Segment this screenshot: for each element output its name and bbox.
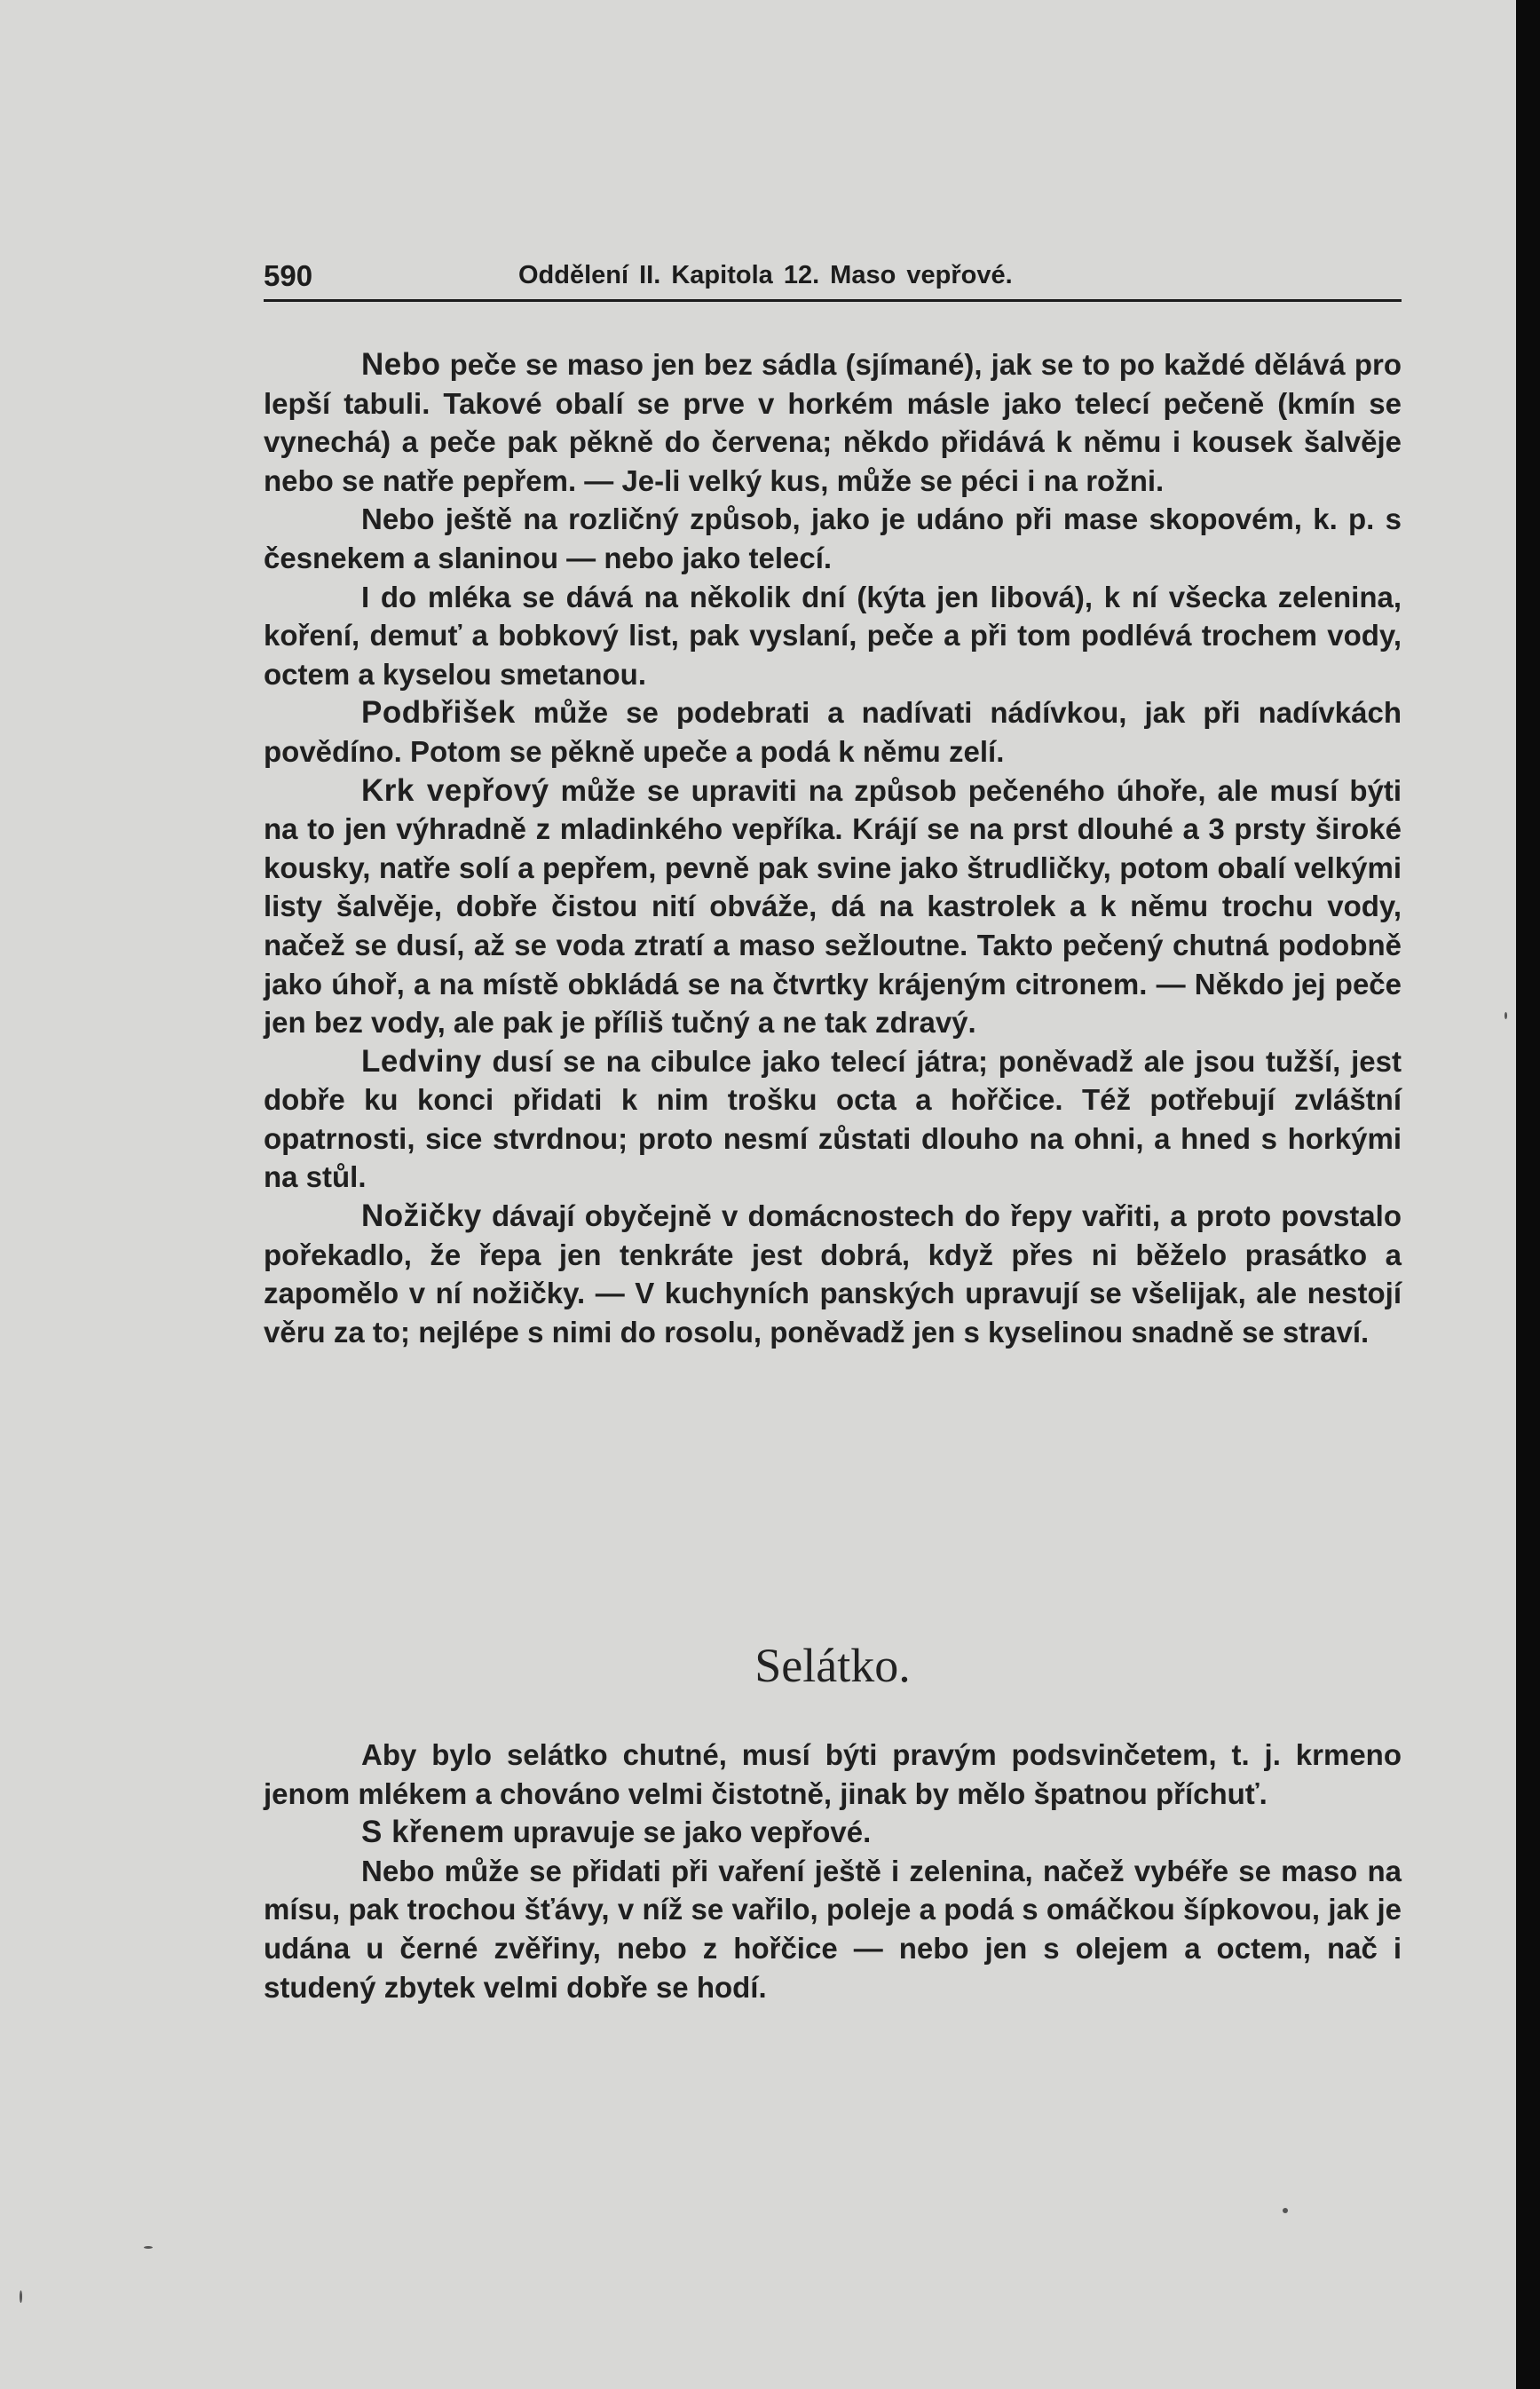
paragraph-text: Nebo ještě na rozličný způsob, jako je udáno při mase skopovém, k. p. s česnekem a slaninou — nebo jako telecí. xyxy=(264,502,1402,574)
paragraph xyxy=(264,693,1402,771)
paragraph-text: může se upraviti na způsob pečeného úhoře, ale musí býti na to jen výhradně z mladinkého vepříka. Krájí se na prst dlouhé a 3 prsty široké kousky, natře solí a pepřem, pevně pak svine jako štrudličky, potom obalí velkými listy šalvěje, dobře čistou nití obváže, dá na kastrolek a k němu trochu vody, načež se dusí, až se voda ztratí a maso sežloutne. Takto pečený chutná podobně jako úhoř, a na místě obkládá se na čtvrtky krájeným citronem. — Někdo jej peče jen bez vody, ale pak je příliš tučný a ne tak zdravý. xyxy=(264,773,1402,1040)
paragraph-text: I do mléka se dává na několik dní (kýta jen libová), k ní všecka zelenina, koření, demuť a bobkový list, pak vyslaní, peče a při tom podlévá trochem vody, octem a kyselou smetanou. xyxy=(264,580,1402,691)
paper-speck xyxy=(1504,1012,1507,1019)
paragraph-text: může se podebrati a nadívati nádívkou, jak při nadívkách povědíno. Potom se pěkně upeče a podá k němu zelí. xyxy=(264,696,1402,768)
header-rule xyxy=(264,299,1402,302)
paper-speck xyxy=(1283,2208,1288,2213)
paragraph xyxy=(264,578,1402,694)
paragraph xyxy=(264,500,1402,577)
paragraph xyxy=(264,771,1402,1042)
paragraph-text: dávají obyčejně v domácnostech do řepy vařiti, a proto povstalo pořekadlo, že řepa jen tenkráte jest dobrá, když přes ni běželo prasátko a zapomělo v ní nožičky. — V kuchyních panských upravují se všelijak, ale nestojí věru za to; nejlépe s nimi do rosolu, poněvadž jen s kyselinou snadně se straví. xyxy=(264,1199,1402,1349)
paragraph-text: peče se maso jen bez sádla (sjímané), jak se to po každé dělává pro lepší tabuli. Takové obalí se prve v horkém másle jako telecí pečeně (kmín se vynechá) a peče pak pěkně do červena; někdo přidává k němu i kousek šalvěje nebo se natře pepřem. — Je-li velký kus, může se péci i na rožni. xyxy=(264,348,1402,497)
paragraph-keyword: Nožičky xyxy=(361,1198,482,1234)
paragraph-text: upravuje se jako vepřové. xyxy=(504,1815,872,1849)
paper-speck xyxy=(144,2246,153,2249)
paragraph-text: dusí se na cibulce jako telecí játra; poněvadž ale jsou tužší, jest dobře ku konci přidati k nim trošku octa a hořčice. Též potřebují zvláštní opatrnosti, sice stvrdnou; proto nesmí zůstati dlouho na ohni, a hned s horkými na stůl. xyxy=(264,1044,1402,1194)
piglet-text-section xyxy=(264,1736,1402,2006)
paper-speck xyxy=(20,2290,22,2303)
paragraph-keyword: S křenem xyxy=(361,1815,505,1850)
pork-text-section xyxy=(264,345,1402,1351)
paragraph xyxy=(264,1197,1402,1351)
paragraph xyxy=(264,1042,1402,1197)
page-number: 590 xyxy=(264,259,313,292)
paragraph xyxy=(264,345,1402,500)
paragraph-keyword: Ledviny xyxy=(361,1043,482,1079)
paragraph-text: Aby bylo selátko chutné, musí býti pravým podsvinčetem, t. j. krmeno jenom mlékem a chováno velmi čistotně, jinak by mělo špatnou příchuť. xyxy=(264,1738,1402,1810)
paragraph-keyword: Nebo xyxy=(361,347,441,382)
paragraph xyxy=(264,1852,1402,2006)
paragraph-keyword: Krk vepřový xyxy=(361,772,549,808)
running-title: Oddělení II. Kapitola 12. Maso vepřové. xyxy=(518,261,1013,289)
paragraph xyxy=(264,1736,1402,1813)
section-title: Selátko. xyxy=(754,1639,911,1692)
page-header xyxy=(264,256,1402,302)
paragraph-keyword: Podbřišek xyxy=(361,695,516,731)
paragraph-text: Nebo může se přidati při vaření ještě i zelenina, načež vybéře se maso na mísu, pak trochou šťávy, v níž se vařilo, poleje a podá s omáčkou šípkovou, jak je udána u černé zvěřiny, nebo z hořčice — nebo jen s olejem a octem, nač i studený zbytek velmi dobře se hodí. xyxy=(264,1854,1402,2004)
paragraph xyxy=(264,1813,1402,1852)
